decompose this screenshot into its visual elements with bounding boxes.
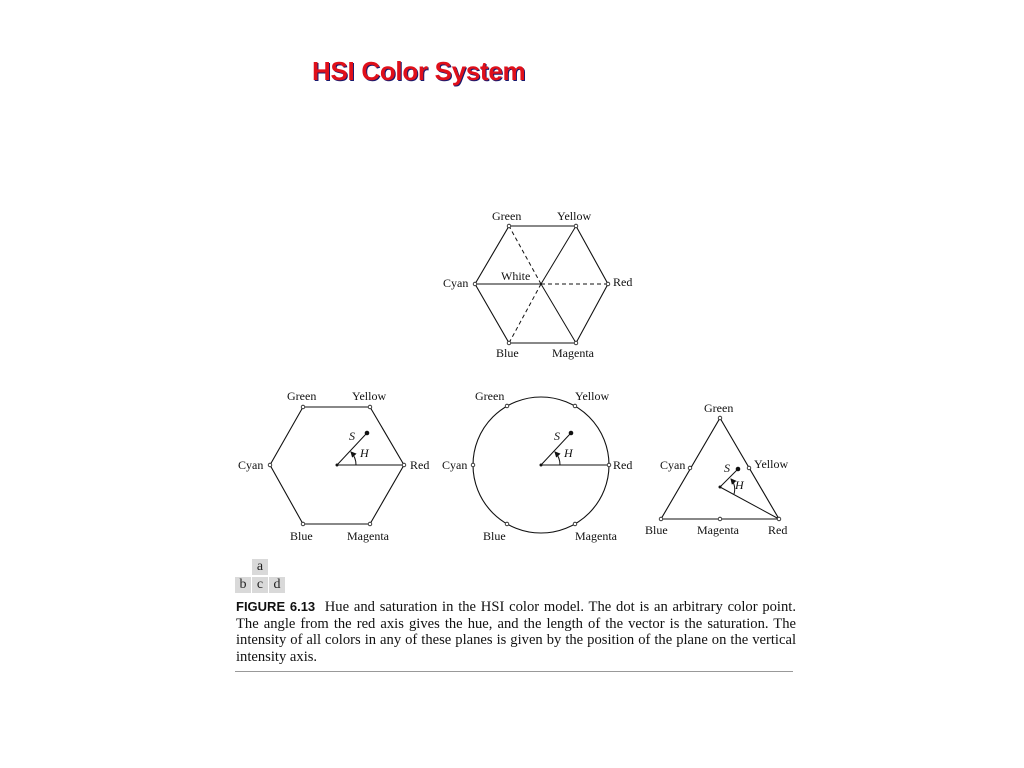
label-magenta: Magenta [552,346,594,360]
label-h: H [360,446,369,460]
label-yellow: Yellow [352,389,387,403]
caption-rule [235,671,793,672]
label-yellow: Yellow [754,457,789,471]
label-green: Green [492,209,522,223]
label-red: Red [768,523,788,537]
label-magenta: Magenta [575,529,617,543]
label-red: Red [410,458,430,472]
label-green: Green [704,401,734,415]
panel-label-a: a [252,559,268,575]
label-blue: Blue [496,346,519,360]
label-s: S [554,429,560,443]
label-blue: Blue [645,523,668,537]
panel-label-b: b [235,577,251,593]
figure-caption [236,599,796,666]
panel-b-hexagon [238,389,429,543]
label-cyan: Cyan [660,458,686,472]
panel-label-d: d [269,577,285,593]
label-yellow: Yellow [557,209,592,223]
figure-label: FIGURE 6.13 [236,599,316,614]
label-yellow: Yellow [575,389,610,403]
label-green: Green [475,389,505,403]
label-h: H [735,478,744,492]
label-s: S [349,429,355,443]
label-green: Green [287,389,317,403]
label-h: H [564,446,573,460]
label-blue: Blue [290,529,313,543]
panel-label-c: c [252,577,268,593]
label-magenta: Magenta [347,529,389,543]
panel-d-triangle [645,401,788,537]
label-blue: Blue [483,529,506,543]
panel-c-circle [442,389,632,543]
label-red: Red [613,458,633,472]
slide-title: HSI Color System [312,56,526,86]
label-s: S [724,461,730,475]
label-cyan: Cyan [442,458,468,472]
panel-a-hexagon [443,209,632,360]
label-magenta: Magenta [697,523,739,537]
label-cyan: Cyan [443,276,469,290]
caption-text: Hue and saturation in the HSI color model. The dot is an arbitrary color point. The angle from the red axis gives the hue, and the length of the vector is the saturation. The intensity of all colors in any of these planes is given by the position of the plane on the vertical intensity axis. [236,599,796,666]
label-white: White [501,269,531,283]
label-red: Red [613,275,633,289]
label-cyan: Cyan [238,458,264,472]
